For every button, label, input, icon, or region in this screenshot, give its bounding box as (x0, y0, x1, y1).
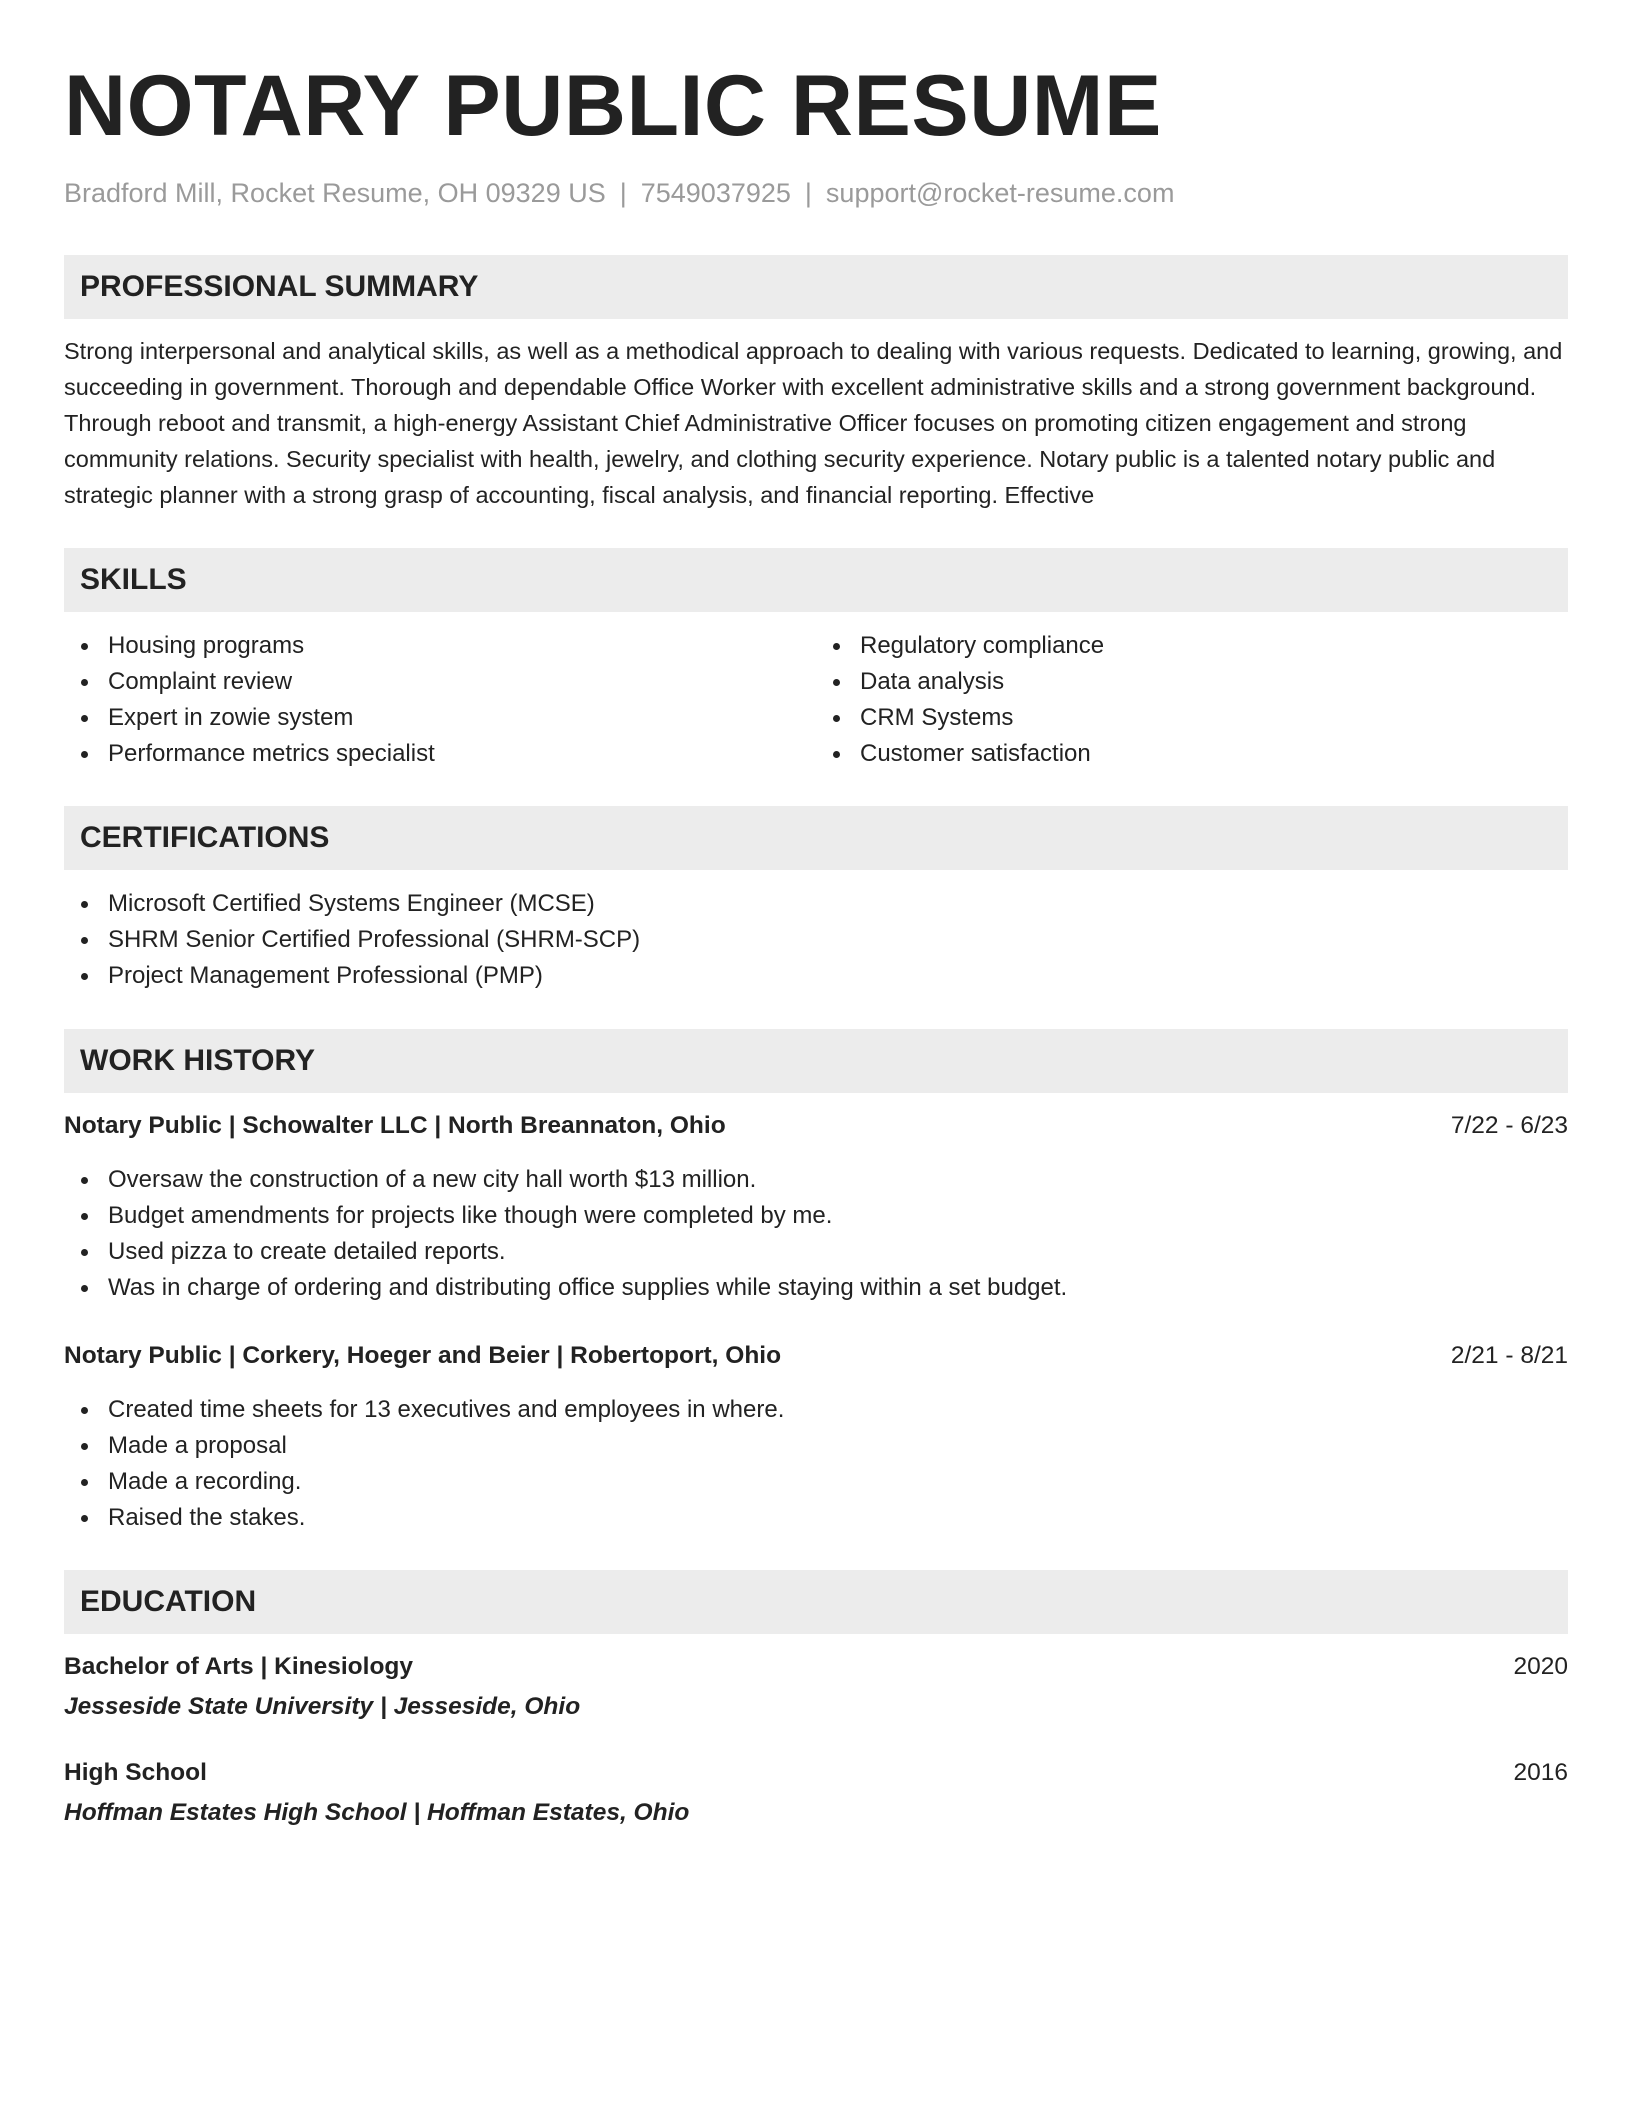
job-bullet: Used pizza to create detailed reports. (64, 1234, 1568, 1270)
skills-column-left (64, 628, 816, 772)
certification-item: Microsoft Certified Systems Engineer (MCSE) (64, 886, 1568, 922)
job-title: Notary Public | Schowalter LLC | North Breannaton, Ohio (64, 1112, 726, 1139)
skill-item: Complaint review (64, 664, 816, 700)
certifications-list (64, 886, 1568, 994)
certification-item: Project Management Professional (PMP) (64, 958, 1568, 994)
skills-list-right (816, 628, 1568, 772)
education-entry (64, 1755, 1568, 1831)
skills-heading: SKILLS (64, 548, 1568, 612)
education-section (64, 1570, 1568, 1831)
job-bullets (64, 1392, 1568, 1536)
skill-item: CRM Systems (816, 700, 1568, 736)
certifications-heading: CERTIFICATIONS (64, 806, 1568, 870)
education-entry (64, 1649, 1568, 1725)
education-year: 2020 (1513, 1653, 1568, 1680)
job-dates: 7/22 - 6/23 (1450, 1112, 1568, 1139)
job-bullet: Raised the stakes. (64, 1500, 1568, 1536)
summary-text: Strong interpersonal and analytical skills, as well as a methodical approach to dealing with various requests. Dedicated to learning, growing, and succeeding in government. Thorough and dependable Office Worker with excellent administrative skills and a strong government background. Through reboot and transmit, a high-energy Assistant Chief Administrative Officer focuses on promoting citizen engagement and strong community relations. Security specialist with health, jewelry, and clothing security experience. Notary public is a talented notary public and strategic planner with a strong grasp of accounting, fiscal analysis, and financial reporting. Effective (64, 338, 1563, 508)
education-header (64, 1755, 1568, 1791)
job-header (64, 1108, 1568, 1144)
skills-section (64, 548, 1568, 772)
education-school: Hoffman Estates High School | Hoffman Estates, Ohio (64, 1799, 690, 1826)
job-bullets (64, 1162, 1568, 1306)
job-entry (64, 1108, 1568, 1306)
job-title: Notary Public | Corkery, Hoeger and Beier | Robertoport, Ohio (64, 1342, 782, 1369)
certifications-section (64, 806, 1568, 994)
job-bullet: Made a recording. (64, 1464, 1568, 1500)
work-history-heading: WORK HISTORY (64, 1029, 1568, 1093)
skill-item: Customer satisfaction (816, 736, 1568, 772)
contact-address: Bradford Mill, Rocket Resume, OH 09329 US (64, 178, 606, 208)
education-heading: EDUCATION (64, 1570, 1568, 1634)
job-bullet: Budget amendments for projects like though were completed by me. (64, 1198, 1568, 1234)
skill-item: Housing programs (64, 628, 816, 664)
skills-list-left (64, 628, 816, 772)
job-bullet: Was in charge of ordering and distributing office supplies while staying within a set budget. (64, 1270, 1568, 1306)
education-degree: High School (64, 1759, 207, 1786)
contact-phone: 7549037925 (640, 178, 791, 208)
contact-separator: | (804, 178, 812, 208)
summary-section (64, 255, 1568, 513)
job-bullet: Created time sheets for 13 executives and employees in where. (64, 1392, 1568, 1428)
summary-heading: PROFESSIONAL SUMMARY (64, 255, 1568, 319)
education-year: 2016 (1513, 1759, 1568, 1786)
job-header (64, 1338, 1568, 1374)
contact-email: support@rocket-resume.com (825, 178, 1175, 208)
contact-line (64, 176, 1568, 210)
skill-item: Regulatory compliance (816, 628, 1568, 664)
skill-item: Expert in zowie system (64, 700, 816, 736)
education-degree: Bachelor of Arts | Kinesiology (64, 1653, 414, 1680)
education-school: Jesseside State University | Jesseside, Ohio (64, 1693, 581, 1720)
skill-item: Data analysis (816, 664, 1568, 700)
skills-column-right (816, 628, 1568, 772)
job-bullet: Oversaw the construction of a new city hall worth $13 million. (64, 1162, 1568, 1198)
work-history-section (64, 1029, 1568, 1536)
certification-item: SHRM Senior Certified Professional (SHRM-SCP) (64, 922, 1568, 958)
job-bullet: Made a proposal (64, 1428, 1568, 1464)
education-header (64, 1649, 1568, 1685)
skill-item: Performance metrics specialist (64, 736, 816, 772)
resume-title: NOTARY PUBLIC RESUME (64, 58, 1162, 154)
contact-separator: | (619, 178, 627, 208)
job-entry (64, 1338, 1568, 1536)
job-dates: 2/21 - 8/21 (1450, 1342, 1568, 1369)
skills-grid (64, 628, 1568, 772)
